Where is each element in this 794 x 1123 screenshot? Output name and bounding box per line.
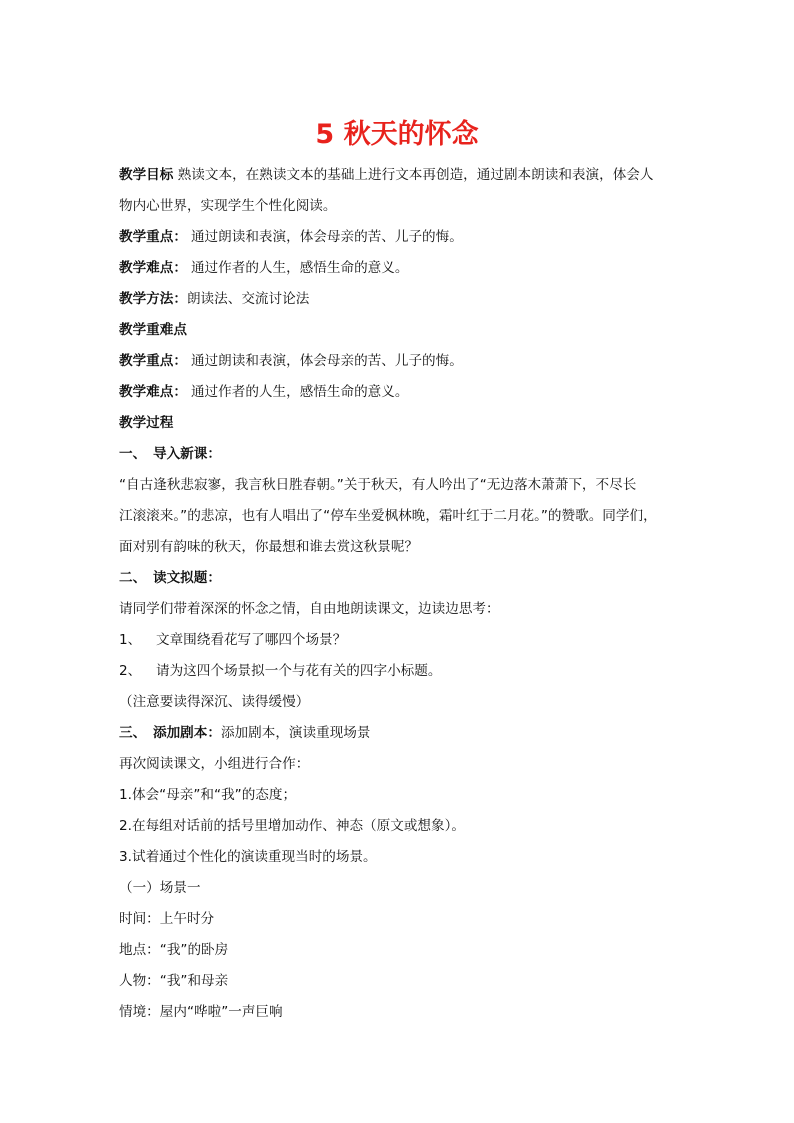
method-line bbox=[119, 284, 679, 315]
section2-note: （注意要读得深沉、读得缓慢） bbox=[119, 694, 310, 710]
section3-intro: 再次阅读课文，小组进行合作： bbox=[119, 756, 310, 772]
key-point-label-2: 教学重点： bbox=[119, 353, 187, 369]
section3-heading-line bbox=[119, 718, 679, 749]
section1-paragraph-line-2: 江滚滚来。”的悲凉，也有人唱出了“停车坐爱枫林晚，霜叶红于二月花。”的赞歌。同学们， bbox=[119, 508, 657, 524]
difficulty-label-2: 教学难点： bbox=[119, 384, 187, 400]
lesson-content bbox=[119, 160, 679, 1028]
page-title: 5 秋天的怀念 bbox=[315, 119, 479, 150]
scene-people: 人物：“我”和母亲 bbox=[119, 973, 229, 989]
method-text: 朗读法、交流讨论法 bbox=[186, 291, 310, 307]
section1-paragraph-line-3: 面对别有韵味的秋天，你最想和谁去赏这秋景呢？ bbox=[119, 539, 419, 555]
key-point-text-2: 通过朗读和表演，体会母亲的苦、儿子的悔。 bbox=[190, 353, 463, 369]
section2-heading: 二、 读文拟题： bbox=[119, 570, 221, 586]
difficulty-label: 教学难点： bbox=[119, 260, 187, 276]
list-item bbox=[119, 656, 679, 687]
scene-place: 地点：“我”的卧房 bbox=[119, 942, 229, 958]
list-item-number: 1、 bbox=[119, 632, 142, 648]
difficulty-line-2 bbox=[119, 377, 679, 408]
difficulty-text-2: 通过作者的人生，感悟生命的意义。 bbox=[190, 384, 409, 400]
method-label: 教学方法： bbox=[119, 291, 187, 307]
section3-step-2: 2.在每组对话前的括号里增加动作、神态（原文或想象）。 bbox=[119, 818, 466, 834]
process-heading: 教学过程 bbox=[119, 415, 174, 431]
section3-step-3: 3.试着通过个性化的演读重现当时的场景。 bbox=[119, 849, 377, 865]
scene-situation: 情境：屋内“哗啦”一声巨响 bbox=[119, 1004, 283, 1020]
list-item-text: 请为这四个场景拟一个与花有关的四字小标题。 bbox=[156, 663, 442, 679]
objectives-label: 教学目标 bbox=[119, 167, 174, 183]
objectives-text-1: 熟读文本，在熟读文本的基础上进行文本再创造，通过剧本朗读和表演，体会人 bbox=[177, 167, 654, 183]
key-point-line-2 bbox=[119, 346, 679, 377]
section3-heading-text: 添加剧本，演读重现场景 bbox=[220, 725, 371, 741]
section1-paragraph-line-1: “自古逢秋悲寂寥，我言秋日胜春朝。”关于秋天，有人吟出了“无边落木萧萧下，不尽长 bbox=[119, 477, 637, 493]
key-difficulty-heading: 教学重难点 bbox=[119, 322, 187, 338]
section2-intro: 请同学们带着深深的怀念之情，自由地朗读课文，边读边思考： bbox=[119, 601, 500, 617]
objectives-line-1 bbox=[119, 160, 679, 191]
scene-heading: （一）场景一 bbox=[119, 880, 201, 896]
objectives-line-2: 物内心世界，实现学生个性化阅读。 bbox=[119, 198, 337, 214]
section3-step-1: 1.体会“母亲”和“我”的态度； bbox=[119, 787, 297, 803]
key-point-text: 通过朗读和表演，体会母亲的苦、儿子的悔。 bbox=[190, 229, 463, 245]
scene-time: 时间：上午时分 bbox=[119, 911, 215, 927]
section3-heading: 三、 添加剧本： bbox=[119, 725, 221, 741]
key-point-line bbox=[119, 222, 679, 253]
list-item-number: 2、 bbox=[119, 663, 142, 679]
key-point-label: 教学重点： bbox=[119, 229, 187, 245]
list-item bbox=[119, 625, 679, 656]
difficulty-text: 通过作者的人生，感悟生命的意义。 bbox=[190, 260, 409, 276]
section1-heading: 一、 导入新课： bbox=[119, 446, 221, 462]
list-item-text: 文章围绕看花写了哪四个场景？ bbox=[156, 632, 347, 648]
difficulty-line bbox=[119, 253, 679, 284]
